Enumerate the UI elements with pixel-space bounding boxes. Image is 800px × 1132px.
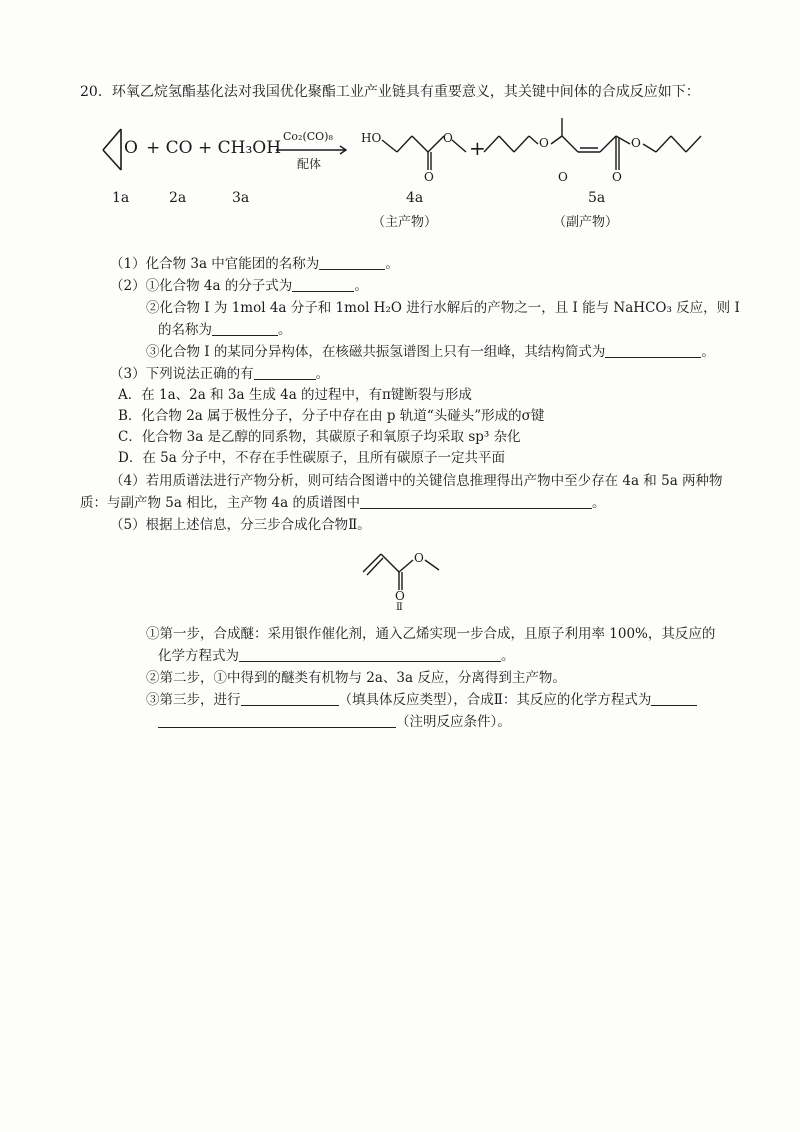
answer-blank-5-3-eq-start[interactable] (651, 691, 697, 706)
part-4a: （4）若用质谱法进行产物分析，则可结合图谱中的关键信息推理得出产物中至少存在 4a 和 5a 两种物 (110, 473, 723, 489)
plus-sign: + (469, 136, 486, 160)
step-1b: 化学方程式为 。 (158, 648, 515, 664)
answer-blank-5-3-eq[interactable] (158, 713, 396, 728)
part-1: （1）化合物 3a 中官能团的名称为 。 (110, 256, 399, 272)
part-4b: 质：与副产物 5a 相比，主产物 4a 的质谱图中 。 (80, 495, 606, 511)
answer-blank-4[interactable] (360, 494, 592, 509)
compound-II-ester-oxygen: O (414, 551, 424, 565)
part-2-2b: 的名称为 。 (158, 322, 292, 338)
ester-oxygen-5a-left: O (539, 136, 549, 150)
product-4a-structure (382, 136, 466, 170)
ester-oxygen-4a: O (443, 131, 453, 145)
step-2: ②第二步，①中得到的醚类有机物与 2a、3a 反应，分离得到主产物。 (146, 670, 566, 686)
ligand-label: 配体 (297, 157, 322, 171)
option-b: B．化合物 2a 属于极性分子，分子中存在由 p 轨道“头碰头”形成的σ键 (118, 408, 545, 424)
answer-blank-1[interactable] (319, 255, 385, 270)
reactants-text: + CO + CH₃OH (146, 138, 282, 158)
part-5: （5）根据上述信息，分三步合成化合物Ⅱ。 (110, 517, 371, 533)
reaction-arrow (276, 146, 346, 154)
compound-II-label: Ⅱ (396, 602, 403, 613)
product-5a-structure (484, 118, 701, 170)
carbonyl-oxygen-5a-right: O (612, 170, 622, 184)
carbonyl-oxygen-5a-left: O (558, 170, 568, 184)
side-product-label: （副产物） (553, 215, 619, 230)
label-2a: 2a (169, 190, 187, 206)
answer-blank-2-3[interactable] (605, 343, 701, 358)
ester-oxygen-5a-right: O (631, 136, 641, 150)
part-2-3: ③化合物 I 的某同分异构体，在核磁共振氢谱图上只有一组峰，其结构简式为 。 (146, 344, 715, 360)
label-3a: 3a (232, 190, 250, 206)
option-a: A．在 1a、2a 和 3a 生成 4a 的过程中，有π键断裂与形成 (118, 387, 472, 403)
reaction-scheme (0, 100, 800, 240)
step-1a: ①第一步，合成醚：采用银作催化剂，通入乙烯实现一步合成，且原子利用率 100%，其反应的 (146, 626, 716, 642)
part-2-1: （2）①化合物 4a 的分子式为 。 (110, 278, 368, 294)
answer-blank-3[interactable] (254, 365, 316, 380)
question-title: 20．环氧乙烷氢酯基化法对我国优化聚酯工业产业链具有重要意义，其关键中间体的合成反应如下： (80, 84, 700, 100)
compound-II-carbonyl-oxygen: O (395, 589, 405, 603)
label-5a: 5a (588, 190, 606, 206)
part-2-2a: ②化合物 I 为 1mol 4a 分子和 1mol H₂O 进行水解后的产物之一，且 I 能与 NaHCO₃ 反应，则 I (146, 300, 740, 316)
step-3b: （注明反应条件）。 (158, 713, 511, 731)
hydroxyl-label: HO (361, 131, 382, 145)
answer-blank-2-1[interactable] (292, 277, 354, 292)
answer-blank-2-2[interactable] (212, 321, 278, 336)
catalyst-label: Co₂(CO)₈ (283, 130, 333, 143)
answer-blank-5-3-type[interactable] (241, 691, 339, 706)
part-3: （3）下列说法正确的有 。 (110, 366, 330, 382)
answer-blank-5-1[interactable] (239, 647, 501, 662)
step-3a: ③第三步，进行 （填具体反应类型），合成Ⅱ：其反应的化学方程式为 (146, 691, 697, 709)
option-d: D．在 5a 分子中，不存在手性碳原子，且所有碳原子一定共平面 (118, 450, 506, 466)
carbonyl-oxygen-4a: O (424, 170, 434, 184)
label-4a: 4a (406, 190, 424, 206)
epoxide-structure (103, 129, 121, 170)
option-c: C．化合物 3a 是乙醇的同系物，其碳原子和氧原子均采取 sp³ 杂化 (118, 429, 521, 445)
epoxide-oxygen: O (124, 138, 138, 158)
label-1a: 1a (112, 190, 130, 206)
main-product-label: （主产物） (372, 215, 438, 230)
